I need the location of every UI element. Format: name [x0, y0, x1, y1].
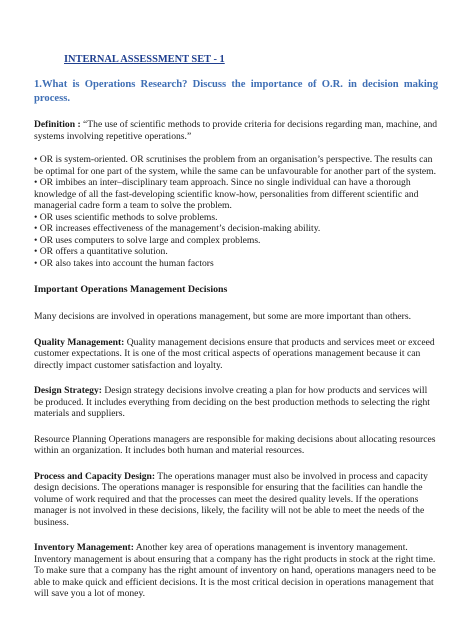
section-heading: Important Operations Management Decisions — [34, 284, 228, 295]
inventory-text: Another key area of operations management is inventory management. Inventory management is about ensuring that a company has the right products in stock at the right time. To make sure that a company has the right amount of inventory on hand, operations managers need to be able to make quick and efficient decisions. It is the most critical decision in operations management that will save you a lot of money. — [34, 542, 436, 599]
definition-label: Definition : — [34, 119, 81, 130]
design-text: Design strategy decisions involve creating a plan for how products and services will be produced. It includes everything from deciding on the best production methods to selecting the right materials and suppliers. — [34, 385, 430, 419]
list-item: • OR also takes into account the human factors — [34, 257, 214, 269]
inventory-label: Inventory Management: — [34, 542, 134, 553]
question-heading: 1.What is Operations Research? Discuss the importance of O.R. in decision making process. — [34, 79, 438, 104]
list-item: • OR uses scientific methods to solve problems. — [34, 211, 218, 223]
resource-paragraph: Resource Planning Operations managers are responsible for making decisions about allocating resources within an organization. It includes both human and material resources. — [34, 433, 436, 456]
design-paragraph — [34, 385, 438, 420]
definition-paragraph — [34, 119, 438, 142]
process-paragraph — [34, 471, 438, 529]
definition-text: “The use of scientific methods to provide criteria for decisions regarding man, machine, and systems involving repetitive operations.” — [34, 119, 438, 142]
assessment-header: INTERNAL ASSESSMENT SET - 1 — [64, 54, 225, 65]
list-item: • OR uses computers to solve large and complex problems. — [34, 234, 261, 246]
design-label: Design Strategy: — [34, 385, 102, 396]
quality-paragraph — [34, 337, 438, 372]
quality-text: Quality management decisions ensure that products and services meet or exceed customer expectations. It is one of the most critical aspects of operations management because it can directly impact customer satisfaction and loyalty. — [34, 336, 435, 371]
list-item: • OR increases effectiveness of the management’s decision-making ability. — [34, 223, 321, 234]
quality-label: Quality Management: — [34, 336, 125, 348]
process-text: The operations manager must also be involved in process and capacity design decisions. The operations manager is responsible for ensuring that the facilities can handle the volume of work required and that the processes can meet the desired quality levels. If the operations manager is not involved in these decisions, likely, the facility will not be able to meet the needs of the business. — [34, 470, 428, 528]
characteristics-list — [34, 154, 438, 269]
list-item: • OR offers a quantitative solution. — [34, 246, 168, 257]
intro-paragraph: Many decisions are involved in operations management, but some are more important than others. — [34, 311, 411, 322]
list-item: • OR imbibes an inter–disciplinary team approach. Since no single individual can have a thorough knowledge of all the fast-developing scientific know-how, personalities from different scientific and managerial cadre form a team to solve the problem. — [34, 177, 419, 211]
list-item: • OR is system-oriented. OR scrutinises the problem from an organisation’s perspective. The results can be optimal for one part of the system, while the same can be unfavourable for another part of the system. — [34, 154, 437, 177]
inventory-paragraph — [34, 542, 438, 600]
process-label: Process and Capacity Design: — [34, 470, 156, 482]
